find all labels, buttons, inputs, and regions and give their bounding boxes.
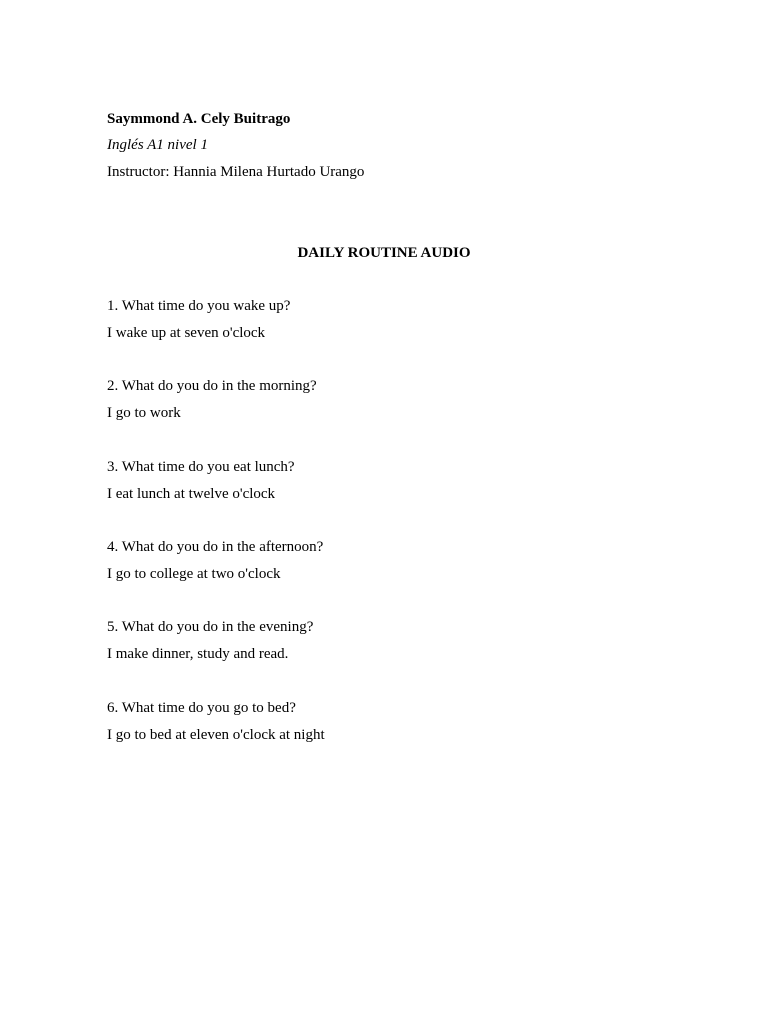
question-text: 1. What time do you wake up? [107, 298, 291, 314]
question-answer-pair [107, 701, 667, 743]
answer-text: I make dinner, study and read. [107, 646, 289, 662]
question-text: 3. What time do you eat lunch? [107, 459, 295, 475]
question-answer-pair [107, 379, 667, 421]
answer-text: I go to work [107, 405, 181, 421]
question-answer-pair [107, 299, 667, 341]
question-text: 6. What time do you go to bed? [107, 700, 296, 716]
answer-text: I go to bed at eleven o'clock at night [107, 727, 325, 743]
course-name: Inglés A1 nivel 1 [107, 137, 208, 153]
question-answer-pair [107, 460, 667, 502]
question-answer-pair [107, 540, 667, 582]
question-text: 2. What do you do in the morning? [107, 378, 317, 394]
answer-text: I eat lunch at twelve o'clock [107, 486, 276, 502]
document-title: DAILY ROUTINE AUDIO [297, 245, 471, 261]
question-text: 4. What do you do in the afternoon? [107, 539, 324, 555]
instructor-name: Instructor: Hannia Milena Hurtado Urango [107, 164, 365, 180]
answer-text: I go to college at two o'clock [107, 566, 281, 582]
question-answer-pair [107, 620, 667, 662]
answer-text: I wake up at seven o'clock [107, 325, 266, 341]
question-text: 5. What do you do in the evening? [107, 619, 314, 635]
author-name: Saymmond A. Cely Buitrago [107, 111, 291, 127]
